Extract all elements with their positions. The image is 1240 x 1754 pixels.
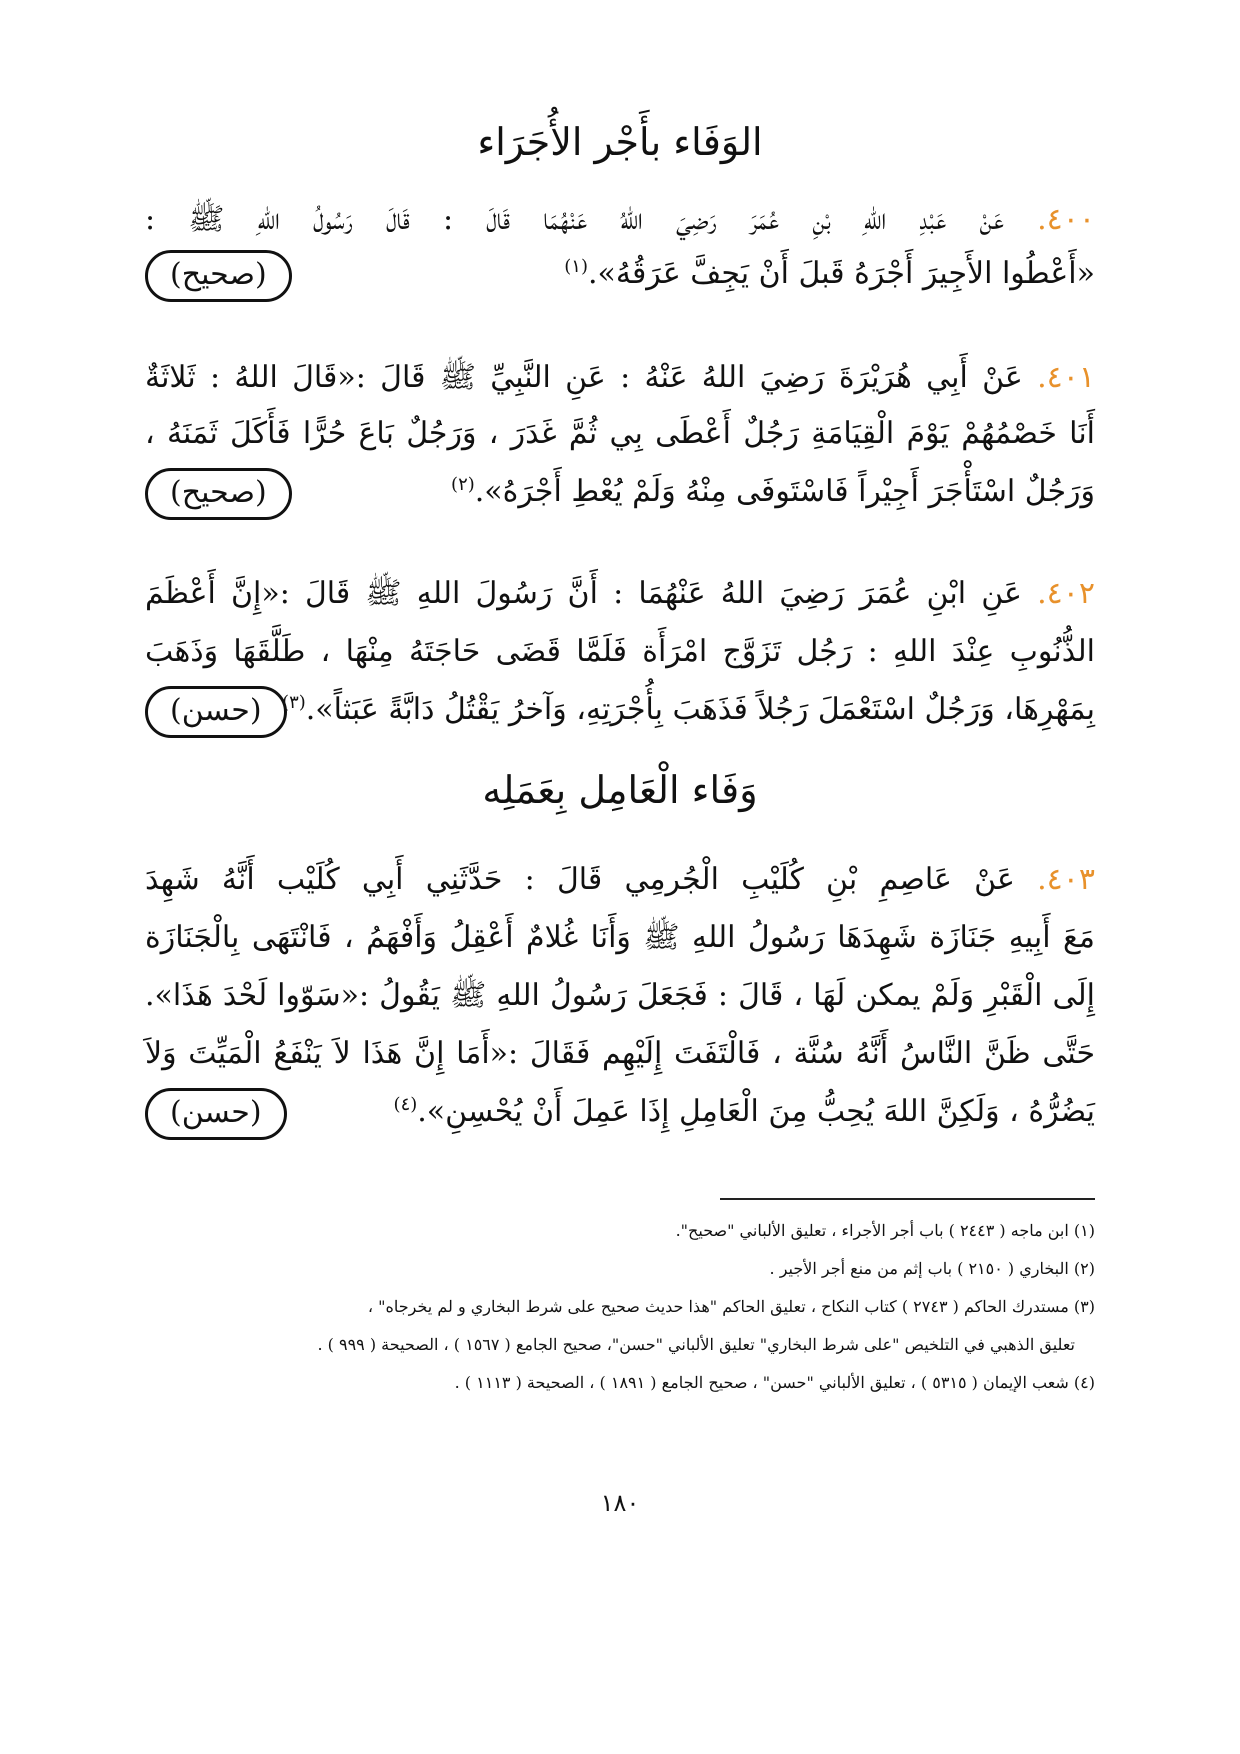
footnote-4: (٤) شعب الإيمان ( ٥٣١٥ ) ، تعليق الألباني "حسن" ، صحيح الجامع ( ١٨٩١ ) ، الصحيحة ( ١١١٣ ) . [454, 1373, 1095, 1392]
hadith-402-number: ٤٠٢. [1037, 576, 1095, 611]
hadith-403-line-2: مَعَ أَبِيهِ جَنَازَة شَهِدَهَا رَسُولُ اللهِ ﷺ وَأَنَا غُلامٌ أَعْقِلُ وَأَفْهَمُ ، فَانْتَهَى بِالْجَنَازَة [145, 920, 1095, 955]
hadith-403-line-5 [145, 1084, 1095, 1140]
page-number: ١٨٠ [600, 1489, 640, 1517]
hadith-402-line-2: الذُّنُوبِ عِنْدَ اللهِ : رَجُل تَزَوَّج امْرَأَة فَلَمَّا قَضَى حَاجَتَهُ مِنْهَا ، طَلَّقَهَا وَذَهَبَ [145, 634, 1095, 669]
footnote-ref-1: (١) [564, 256, 588, 277]
hadith-401-text-1: عَنْ أَبِي هُرَيْرَةَ رَضِيَ اللهُ عَنْهُ : عَنِ النَّبِيِّ ﷺ قَالَ :«قَالَ اللهُ : ثَلاثَةٌ [145, 360, 1023, 395]
hadith-402-text-1: عَنِ ابْنِ عُمَرَ رَضِيَ اللهُ عَنْهُمَا : أَنَّ رَسُولَ اللهِ ﷺ قَالَ :«إِنَّ أَعْظَمَ [145, 576, 1022, 611]
section-title-worker: وَفَاء الْعَامِل بِعَمَلِه [482, 768, 758, 812]
hadith-400-line-1 [145, 192, 1095, 248]
footnote-ref-3: (٣) [282, 692, 306, 713]
grade-badge-400: (صحيح) [145, 250, 292, 302]
hadith-400-text-1: عَنْ عَبْدِ اللهِ بْنِ عُمَرَ رَضِيَ اللهُ عَنْهُمَا قَالَ : قَالَ رَسُولُ اللهِ ﷺ : [145, 202, 1004, 237]
grade-badge-401: (صحيح) [145, 468, 292, 520]
footnote-1: (١) ابن ماجه ( ٢٤٤٣ ) باب أجر الأجراء ، تعليق الألباني "صحيح". [675, 1221, 1095, 1240]
hadith-403-line-3: إِلَى الْقَبْرِ وَلَمْ يمكن لَهَا ، قَالَ : فَجَعَلَ رَسُولُ اللهِ ﷺ يَقُولُ :«سَوّوا لَحْدَ هَذَا». [145, 978, 1095, 1013]
hadith-403-number: ٤٠٣. [1037, 862, 1095, 897]
hadith-403-text-1: عَنْ عَاصِمِ بْنِ كُلَيْبِ الْجُرمِي قَالَ : حَدَّثَنِي أَبِي كُلَيْب أَنَّهُ شَهِدَ [145, 862, 1015, 897]
footnote-divider [720, 1198, 1095, 1200]
hadith-400-number: ٤٠٠. [1037, 202, 1095, 237]
hadith-401-line-2: أَنَا خَصْمُهُمْ يَوْمَ الْقِيَامَةِ رَجُلٌ أَعْطَى بِي ثُمَّ غَدَرَ ، وَرَجُلٌ بَاعَ حُرًّا فَأَكَلَ ثَمَنَهُ ، [145, 416, 1095, 451]
hadith-400-text-2: «أَعْطُوا الأَجِيرَ أَجْرَهُ قَبلَ أَنْ يَجِفَّ عَرَقُهُ». [587, 256, 1095, 291]
section-title-wages: الوَفَاء بأَجْر الأُجَرَاء [477, 120, 763, 164]
hadith-402-line-1 [145, 566, 1095, 622]
hadith-401-text-3: وَرَجُلٌ اسْتَأْجَرَ أَجِيْراً فَاسْتَوفَى مِنْهُ وَلَمْ يُعْطِ أَجْرَهُ». [474, 474, 1095, 509]
hadith-402-text-3: بِمَهْرِهَا، وَرَجُلٌ اسْتَعْمَلَ رَجُلاً فَذَهَبَ بِأُجْرَتِهِ، وَآخرُ يَقْتُلُ دَابَّةً عَبَثاً». [305, 692, 1095, 727]
footnote-3-continued: تعليق الذهبي في التلخيص "على شرط البخاري" تعليق الألباني "حسن"، صحيح الجامع ( ١٥٦٧ ) ، الصحيحة ( ٩٩٩ ) . [317, 1335, 1075, 1354]
grade-badge-403: (حسن) [145, 1088, 287, 1140]
hadith-403-line-1 [145, 852, 1095, 908]
footnote-ref-4: (٤) [393, 1094, 418, 1115]
hadith-401-line-1 [145, 350, 1095, 406]
hadith-401-number: ٤٠١. [1037, 360, 1095, 395]
footnote-2: (٢) البخاري ( ٢١٥٠ ) باب إثم من منع أجر الأجير . [769, 1259, 1095, 1278]
hadith-403-text-5: يَضُرُّهُ ، وَلَكِنَّ اللهَ يُحِبُّ مِنَ الْعَامِلِ إِذَا عَمِلَ أَنْ يُحْسِنِ». [417, 1094, 1095, 1129]
footnote-ref-2: (٢) [451, 474, 475, 495]
hadith-403-line-4: حَتَّى ظَنَّ النَّاسُ أَنَّهُ سُنَّة ، فَالْتَفَتَ إِلَيْهِم فَقَالَ :«أَمَا إِنَّ هَذَا لاَ يَنْفَعُ الْمَيِّتَ وَلاَ [145, 1036, 1095, 1071]
footnote-3: (٣) مستدرك الحاكم ( ٢٧٤٣ ) كتاب النكاح ، تعليق الحاكم "هذا حديث صحيح على شرط البخاري و لم يخرجاه" ، [367, 1297, 1095, 1316]
hadith-402-line-3 [145, 682, 1095, 738]
grade-badge-402: (حسن) [145, 686, 287, 738]
